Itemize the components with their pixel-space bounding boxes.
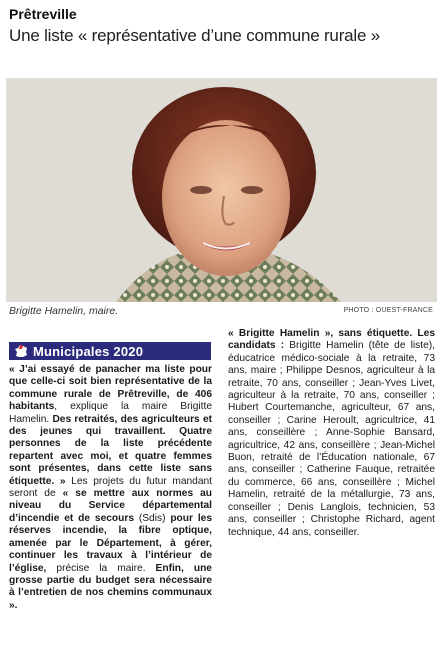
text-run: précise la maire.	[46, 562, 156, 574]
text-run: « Brigitte Hamelin », sans étiquette. Les candidats :	[228, 328, 435, 352]
text-run: Les projets du futur mandant seront de	[9, 475, 212, 500]
article-column-1	[9, 364, 212, 612]
france-map-icon	[9, 342, 33, 360]
headline: Une liste « représentative d’une commune rurale »	[9, 26, 381, 45]
text-run: (Sdis)	[134, 512, 171, 524]
text-run: pour les réserves incendie, la fibre optique, amenée par le Département, à gérer, continuer les travaux à l’intérieur de l’église,	[9, 512, 212, 574]
portrait-illustration	[6, 78, 437, 302]
text-run: « se mettre aux normes au niveau du Service départemental d’incendie et de secours	[9, 488, 212, 524]
photo-credit: PHOTO : OUEST-FRANCE	[343, 307, 433, 314]
text-run: Brigitte Hamelin (tête de liste), éducatrice médico-sociale à la retraite, 73 ans, maire ; Philippe Desnos, agriculteur à la retraite, 70 ans, conseiller ; Jean-Yves Livet, agriculteur à la retraite, 70 ans, conseiller ; Hubert Courtemanche, agriculteur, 67 ans, conseiller ; Carine Heroult, agricultrice, 41 ans, conseillère ; Anne-Sophie Bansard, agricultrice, 42 ans, conseillère ; Jean-Michel Buon, retraité de l’Éducation nationale, 67 ans, conseiller ; Catherine Fauque, retraitée du commerce, 66 ans, conseillère ; Michel Hamelin, retraité de la métallurgie, 73 ans, conseiller ; Denis Langlois, technicien, 53 ans, conseiller ; Christophe Richard, agent technique, 44 ans, conseiller.	[228, 340, 435, 538]
text-run: « J’ai essayé de panacher ma liste pour que celle-ci soit bien représentative de la commune rurale de Prêtreville, de 406 habitants	[9, 364, 212, 413]
text-run: Des retraités, des agriculteurs et des jeunes qui travaillent. Quatre personnes de la liste précédente repartent avec moi, et quatre femmes sont présentes, dans cette liste sans étiquette. »	[9, 413, 213, 487]
article-column-2	[228, 328, 435, 539]
text-run: Enfin, une grosse partie du budget sera nécessaire à l’entretien de nos chemins communaux ».	[9, 562, 212, 611]
text-run: , explique la maire Brigitte Hamelin.	[9, 401, 212, 425]
banner-label: Municipales 2020	[33, 343, 144, 359]
kicker-town: Prêtreville	[9, 6, 77, 22]
portrait-photo	[6, 78, 437, 302]
section-banner	[9, 342, 211, 360]
photo-caption: Brigitte Hamelin, maire.	[9, 305, 119, 317]
